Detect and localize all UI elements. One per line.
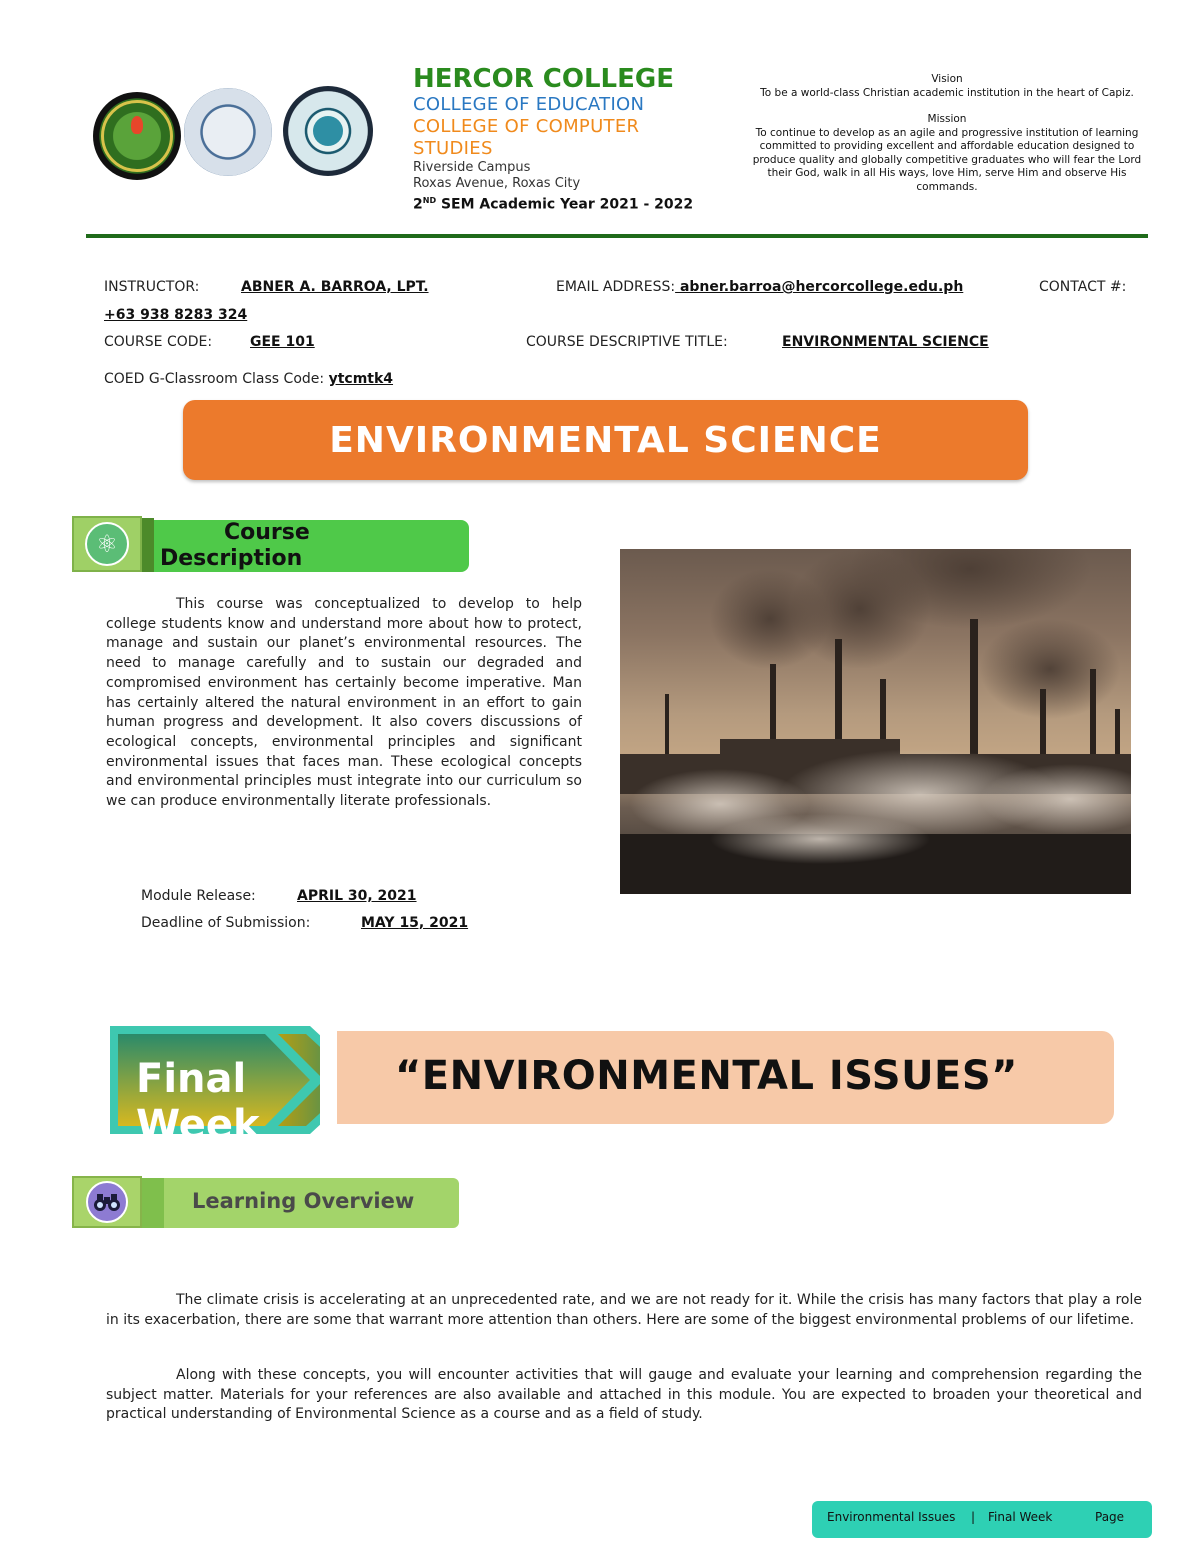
overview-paragraph-1: The climate crisis is accelerating at an unprecedented rate, and we are not ready for it. While the crisis has many factors that play a role in its exacerbation, there are some that warrant more attention than others. Here are some of the biggest environmental problems of our lifetime. [106, 1292, 1142, 1328]
instructor-value: ABNER A. BARROA, LPT. [241, 279, 429, 295]
college-of-education: COLLEGE OF EDUCATION [413, 94, 645, 115]
binoculars-icon [86, 1181, 128, 1223]
course-code-value-wrap [250, 334, 315, 350]
deadline-label: Deadline of Submission: [141, 915, 311, 931]
page-footer [812, 1501, 1152, 1538]
email-row [556, 279, 963, 295]
course-description-icon-box [72, 516, 142, 572]
learning-overview-accent-strip [142, 1178, 164, 1228]
learning-overview-heading [164, 1178, 459, 1228]
vision-title: Vision [931, 73, 963, 85]
vision-text: To be a world-class Christian academic institution in the heart of Capiz. [760, 86, 1134, 99]
course-title-value: ENVIRONMENTAL SCIENCE [782, 334, 989, 350]
course-description-heading [154, 520, 469, 572]
course-code-value: GEE 101 [250, 334, 315, 350]
course-code-row [104, 334, 212, 350]
module-release-label-wrap [141, 888, 256, 904]
learning-overview-icon-box [72, 1176, 142, 1228]
course-title-row [526, 334, 728, 350]
module-title: “ENVIRONMENTAL ISSUES” [395, 1053, 1018, 1099]
overview-paragraph-2: Along with these concepts, you will encounter activities that will gauge and evaluate your learning and comprehension regarding the subject matter. Materials for your references are also available and attached in this module. You are expected to broaden your theoretical and practical understanding of Environmental Science as a course and as a field of study. [106, 1367, 1142, 1423]
heading-line-1: Course [224, 520, 310, 545]
industrial-pollution-photo [620, 549, 1131, 894]
classroom-label: COED G-Classroom Class Code: [104, 371, 325, 387]
banner-title: ENVIRONMENTAL SCIENCE [329, 419, 882, 461]
semester: 2ND SEM Academic Year 2021 - 2022 [413, 196, 694, 213]
vision-mission [730, 73, 1164, 194]
college-of-computer-studies: COLLEGE OF COMPUTER STUDIES [413, 116, 640, 159]
header-divider [86, 234, 1148, 238]
module-release-value-wrap [297, 888, 417, 904]
contact-label-wrap [1039, 279, 1126, 295]
instructor-value-wrap [241, 279, 429, 295]
course-title-value-wrap [782, 334, 989, 350]
course-title-label: COURSE DESCRIPTIVE TITLE: [526, 334, 728, 350]
hercor-college-logo [93, 92, 181, 180]
college-of-education-logo [184, 88, 272, 176]
mission-title: Mission [927, 113, 967, 125]
contact-label: CONTACT #: [1039, 279, 1127, 295]
course-description-text: This course was conceptualized to develop to help college students know and understand more about how to protect, manage and sustain our planet’s environmental resources. The need to manage carefully and to sustain our degraded and compromised environment has certainly become imperative. Man has certainly altered the natural environment in an effort to gain human progress and development. It also covers discussions of ecological concepts, environmental principles and significant environmental issues that faces man. These ecological concepts and environmental principles must integrate into our curriculum so we can produce environmentally literate professionals. [106, 596, 582, 810]
email-link[interactable]: abner.barroa@hercorcollege.edu.ph [675, 279, 964, 295]
deadline-value: MAY 15, 2021 [361, 915, 469, 931]
contact-value-wrap [104, 307, 247, 323]
learning-overview-title: Learning Overview [192, 1189, 415, 1213]
footer-week: Final Week [988, 1510, 1053, 1524]
college-of-computer-studies-logo [283, 86, 373, 176]
deadline-label-wrap [141, 915, 310, 931]
atom-icon: ⚛ [85, 522, 129, 566]
footer-topic: Environmental Issues [827, 1510, 956, 1524]
course-title-banner [183, 400, 1028, 480]
classroom-row [104, 371, 393, 387]
tab-accent-strip [142, 518, 154, 572]
module-release-value: APRIL 30, 2021 [297, 888, 417, 904]
college-heading [413, 64, 713, 226]
footer-page-label: Page [1095, 1510, 1125, 1524]
instructor-label: INSTRUCTOR: [104, 279, 200, 295]
classroom-code: ytcmtk4 [328, 371, 394, 387]
heading-line-2: Description [160, 546, 303, 571]
college-name: HERCOR COLLEGE [413, 64, 674, 94]
deadline-value-wrap [361, 915, 468, 931]
address: Roxas Avenue, Roxas City [413, 176, 581, 191]
final-week-label: Final Week [136, 1056, 260, 1138]
mission-text: To continue to develop as an agile and progressive institution of learning committed to providing excellent and affordable education designed to produce quality and globally competitive graduates who will fear the Lord their God, walk in all His ways, love Him, serve Him and observe His commands. [752, 126, 1142, 193]
email-label: EMAIL ADDRESS: [556, 279, 676, 295]
module-release-label: Module Release: [141, 888, 256, 904]
course-code-label: COURSE CODE: [104, 334, 213, 350]
instructor-row [104, 279, 199, 295]
footer-separator: | [971, 1510, 976, 1524]
contact-value: +63 938 8283 324 [104, 307, 248, 323]
campus: Riverside Campus [413, 160, 531, 175]
